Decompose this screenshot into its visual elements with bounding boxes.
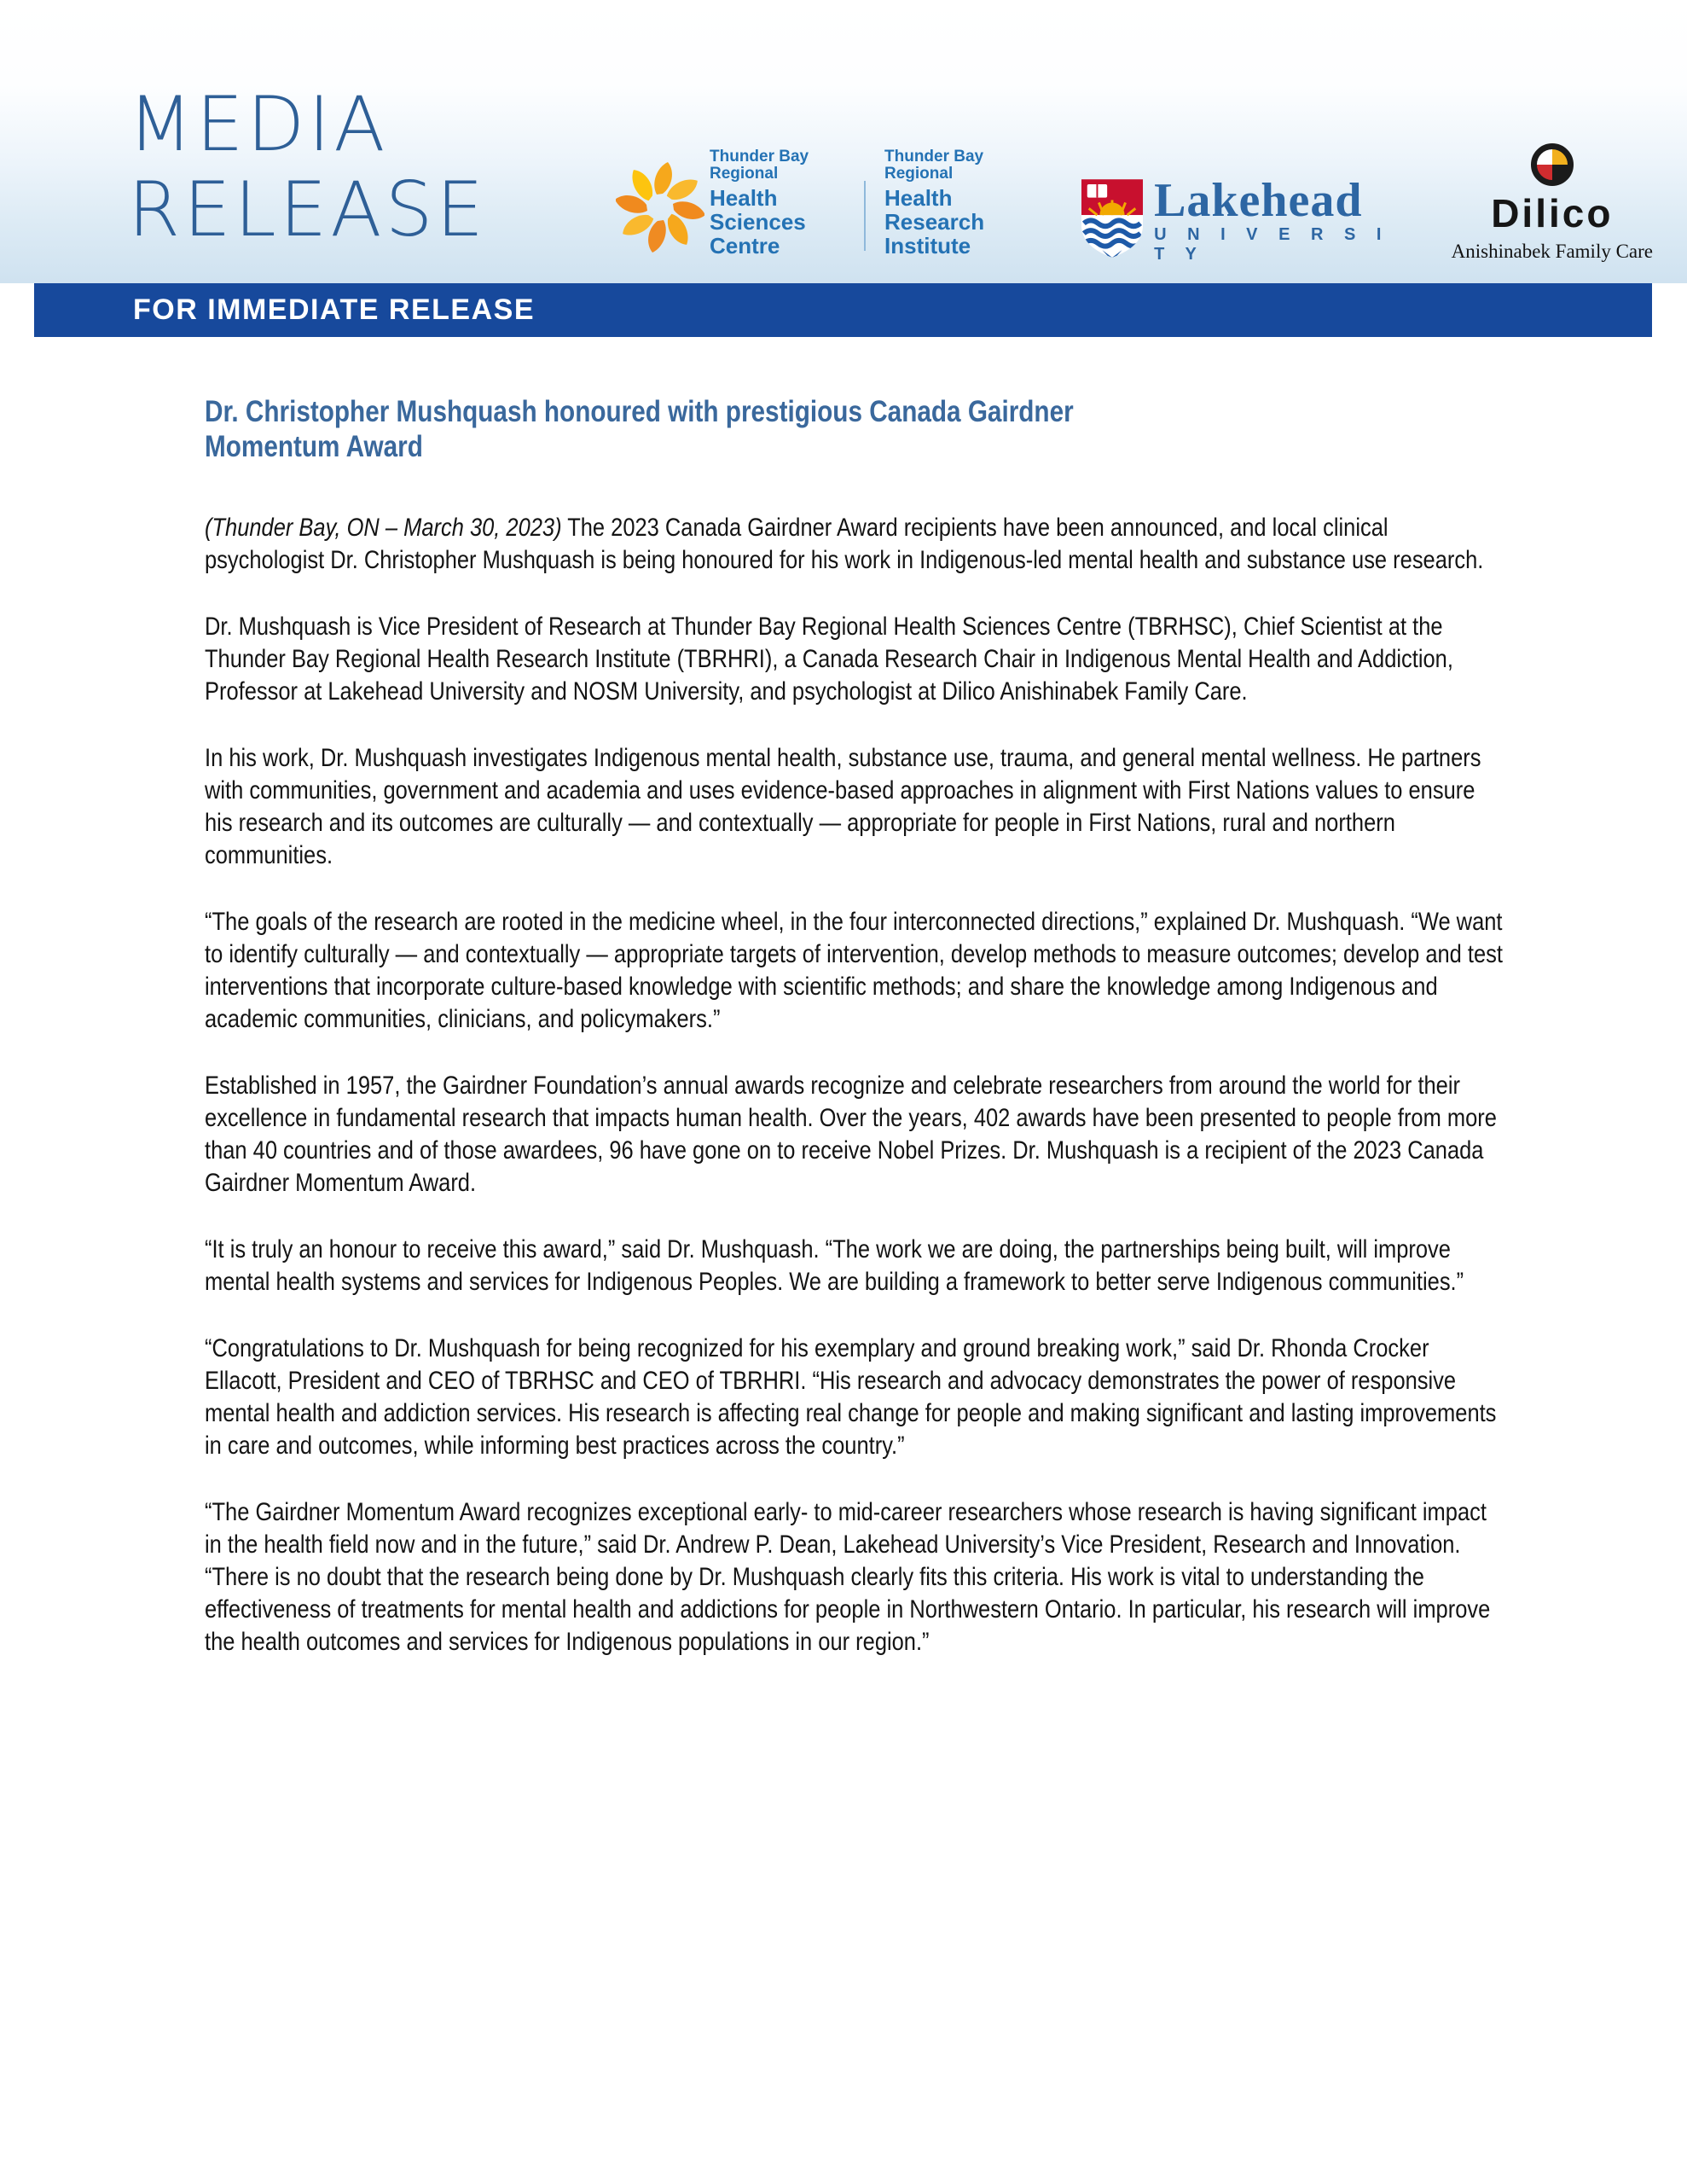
logo-tbrhsc-text: [710, 148, 845, 258]
press-title-line2: Momentum Award: [205, 430, 423, 463]
press-title-line1: Dr. Christopher Mushquash honoured with prestigious Canada Gairdner: [205, 395, 1074, 428]
paragraph-quote-ellacott: “Congratulations to Dr. Mushquash for being recognized for his exemplary and ground breaking work,” said Dr. Rhonda Crocker Ellacott, President and CEO of TBRHSC and CEO of TBRHRI. “His research and advocacy demonstrates the power of responsive mental health and addiction services. His research is affecting real change for people and making significant and lasting improvements in care and outcomes, while informing best practices across the country.”: [205, 1334, 1497, 1460]
masthead-line-release: RELEASE: [128, 166, 488, 253]
paragraph-lead: [205, 512, 1504, 577]
sunflower-leaves-icon: [616, 160, 704, 259]
logo-dilico: [1452, 143, 1653, 263]
tbrhri-line2: Health Research: [884, 184, 985, 235]
lakehead-crest-icon: [1079, 177, 1145, 264]
paragraph-quote-dean: “The Gairdner Momentum Award recognizes exceptional early- to mid-career researchers whose research is having significant impact in the health field now and in the future,” said Dr. Andrew P. Dean, Lakehead University’s Vice President, Research and Innovation. “There is no doubt that the research being done by Dr. Mushquash clearly fits this criteria. His work is vital to understanding the effectiveness of treatments for mental health and addictions for people in Northwestern Ontario. In particular, his research will improve the health outcomes and services for Indigenous populations in our region.”: [205, 1498, 1491, 1656]
masthead-line-media: MEDIA: [128, 80, 389, 168]
article-body: [205, 394, 1504, 1693]
immediate-release-banner: [34, 283, 1652, 337]
logo-lakehead-text: [1154, 174, 1402, 264]
dilico-subtitle: Anishinabek Family Care: [1451, 241, 1654, 262]
logo-divider: [864, 181, 866, 251]
logo-tbrhri-text: [884, 148, 1035, 258]
logo-lakehead: [1079, 174, 1402, 264]
paragraph-quote-mushquash-goals: “The goals of the research are rooted in the medicine wheel, in the four interconnected directions,” explained Dr. Mushquash. “We want to identify culturally — and contextually — appropriate targets of intervention, develop methods to measure outcomes; develop and test interventions that incorporate culture-based knowledge with scientific methods; and share the knowledge among Indigenous and academic communities, clinicians, and policymakers.”: [205, 908, 1503, 1033]
tbrhri-line1: Thunder Bay Regional: [884, 147, 984, 183]
partner-logos: [616, 111, 1653, 264]
lakehead-subtitle: U N I V E R S I T Y: [1154, 225, 1389, 264]
logo-tbrhsc: [616, 148, 845, 264]
paragraph-research-focus: In his work, Dr. Mushquash investigates Indigenous mental health, substance use, trauma, and general mental wellness. He partners with communities, government and academia and uses evidence-based approaches in alignment with First Nations values to ensure his research and its outcomes are culturally — and contextually — appropriate for people in First Nations, rural and northern communities.: [205, 744, 1481, 869]
tbrhri-line3: Institute: [884, 232, 971, 258]
dilico-name: Dilico: [1491, 191, 1614, 235]
masthead: [128, 82, 487, 253]
press-title: [205, 394, 1504, 464]
immediate-release-label: FOR IMMEDIATE RELEASE: [133, 293, 535, 326]
dateline: (Thunder Bay, ON – March 30, 2023): [205, 514, 562, 542]
medicine-wheel-icon: [1531, 143, 1574, 186]
tbrhsc-line2: Health Sciences: [710, 184, 806, 235]
paragraph-gairdner-history: Established in 1957, the Gairdner Foundation’s annual awards recognize and celebrate researchers from around the world for their excellence in fundamental research that impacts human health. Over the years, 402 awards have been presented to people from more than 40 countries and of those awardees, 96 have gone on to receive Nobel Prizes. Dr. Mushquash is a recipient of the 2023 Canada Gairdner Momentum Award.: [205, 1072, 1497, 1197]
paragraph-lead-text: The 2023 Canada Gairdner Award recipients have been announced, and local clinical psychologist Dr. Christopher Mushquash is being honoured for his work in Indigenous-led mental health and substance use research.: [205, 514, 1484, 574]
tbrhsc-line3: Centre: [710, 232, 780, 258]
paragraph-roles: Dr. Mushquash is Vice President of Research at Thunder Bay Regional Health Sciences Centre (TBRHSC), Chief Scientist at the Thunder Bay Regional Health Research Institute (TBRHRI), a Canada Research Chair in Indigenous Mental Health and Addiction, Professor at Lakehead University and NOSM University, and psychologist at Dilico Anishinabek Family Care.: [205, 613, 1453, 706]
lakehead-name: Lakehead: [1154, 174, 1363, 227]
header-band: [0, 0, 1687, 283]
tbrhsc-line1: Thunder Bay Regional: [710, 147, 809, 183]
paragraph-quote-mushquash-honour: “It is truly an honour to receive this award,” said Dr. Mushquash. “The work we are doing, the partnerships being built, will improve mental health systems and services for Indigenous Peoples. We are building a framework to better serve Indigenous communities.”: [205, 1235, 1464, 1296]
